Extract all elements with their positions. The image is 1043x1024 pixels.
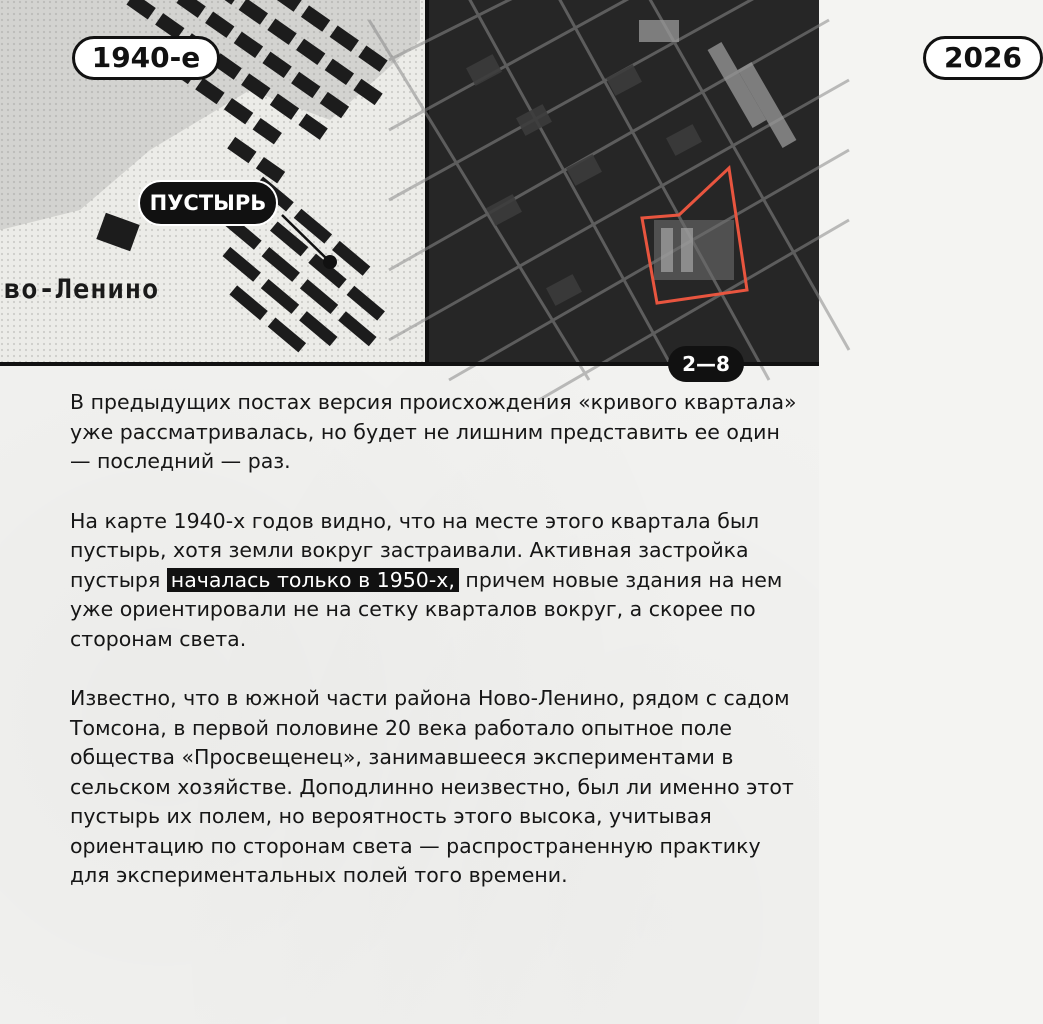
year-badge-1940s: 1940-е — [72, 36, 220, 80]
satellite-image-2026 — [429, 0, 1022, 362]
paragraph-experimental-field: Известно, что в южной части района Ново-Ленино, рядом с садом Томсона, в первой половине 20 века работало опытное поле общества «Просвещенец», занимавшееся экспериментами в сельском хозяйстве. Доподлинно неизвестно, был ли именно этот пустырь их полем, но вероятность этого высока, учитывая ориентацию по сторонам света — распространенную практику для экспериментальных полей того времени. — [70, 686, 794, 887]
article-text — [70, 388, 800, 921]
highlighted-phrase: началась только в 1950-х, — [167, 568, 459, 592]
paragraph-map-history-start: На карте 1940-х годов видно, что на месте этого квартала был пустырь, хотя земли вокруг застраивали. Активная застройка пустыря — [70, 508, 760, 592]
pointer-dot — [323, 255, 337, 269]
historical-map-1940s — [0, 0, 425, 362]
paragraph-map-history — [70, 507, 800, 655]
paragraph-intro: В предыдущих постах версия происхождения «кривого квартала» уже рассматривалась, но будет не лишним представить ее один — последний — раз. — [70, 390, 797, 473]
page-counter-badge: 2—8 — [668, 346, 744, 382]
paragraph-map-history-end: причем новые здания на нем уже ориентировали не на сетку кварталов вокруг, а скорее по сторонам света. — [70, 567, 783, 651]
year-badge-2026: 2026 — [923, 36, 1043, 80]
satellite-drawing — [429, 0, 819, 362]
district-map-label: во-Ленино — [4, 274, 160, 305]
wasteland-label: ПУСТЫРЬ — [138, 180, 278, 226]
